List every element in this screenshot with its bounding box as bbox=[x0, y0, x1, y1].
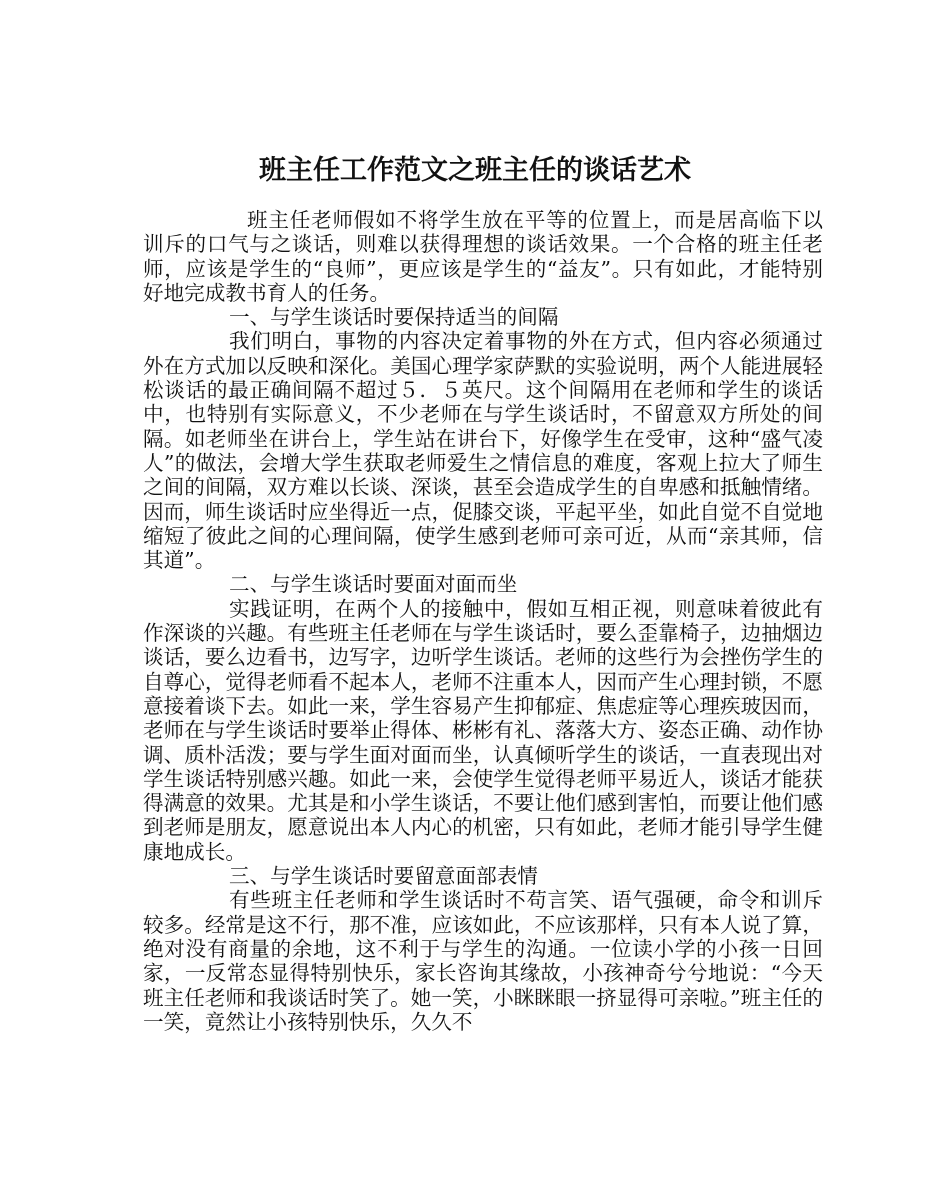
section-heading-2: 二、与学生谈话时要面对面而坐 bbox=[229, 572, 518, 597]
intro-paragraph: 班主任老师假如不将学生放在平等的位置上，而是居高临下以训斥的口气与之谈话，则难以获得理想的谈话效果。一个合格的班主任老师，应该是学生的“良师”，更应该是学生的“益友”。只有如此，才能特别好地完成教书育人的任务。 bbox=[143, 208, 823, 305]
section-heading-1: 一、与学生谈话时要保持适当的间隔 bbox=[229, 305, 559, 330]
section-1-paragraph: 我们明白，事物的内容决定着事物的外在方式，但内容必须通过外在方式加以反映和深化。美国心理学家萨默的实验说明，两个人能进展轻松谈话的最正确间隔不超过５．５英尺。这个间隔用在老师和学生的谈话中，也特别有实际意义，不少老师在与学生谈话时，不留意双方所处的间隔。如老师坐在讲台上，学生站在讲台下，好像学生在受审，这种“盛气凌人”的做法，会增大学生获取老师爱生之情信息的难度，客观上拉大了师生之间的间隔，双方难以长谈、深谈，甚至会造成学生的自卑感和抵触情绪。因而，师生谈话时应坐得近一点，促膝交谈，平起平坐，如此自觉不自觉地缩短了彼此之间的心理间隔，使学生感到老师可亲可近，从而“亲其师，信其道”。 bbox=[143, 329, 823, 573]
document-title: 班主任工作范文之班主任的谈话艺术 bbox=[259, 155, 691, 187]
section-2-paragraph: 实践证明，在两个人的接触中，假如互相正视，则意味着彼此有作深谈的兴趣。有些班主任老师在与学生谈话时，要么歪靠椅子，边抽烟边谈话，要么边看书，边写字，边听学生谈话。老师的这些行为会挫伤学生的自尊心，觉得老师看不起本人，老师不注重本人，因而产生心理封锁，不愿意接着谈下去。如此一来，学生容易产生抑郁症、焦虑症等心理疾玻因而，老师在与学生谈话时要举止得体、彬彬有礼、落落大方、姿态正确、动作协调、质朴活泼；要与学生面对面而坐，认真倾听学生的谈话，一直表现出对学生谈话特别感兴趣。如此一来，会使学生觉得老师平易近人，谈话才能获得满意的效果。尤其是和小学生谈话，不要让他们感到害怕，而要让他们感到老师是朋友，愿意说出本人内心的机密，只有如此，老师才能引导学生健康地成长。 bbox=[143, 596, 823, 864]
section-heading-3: 三、与学生谈话时要留意面部表情 bbox=[229, 864, 538, 889]
section-3-paragraph: 有些班主任老师和学生谈话时不苟言笑、语气强硬，命令和训斥较多。经常是这不行，那不准，应该如此，不应该那样，只有本人说了算，绝对没有商量的余地，这不利于与学生的沟通。一位读小学的小孩一日回家，一反常态显得特别快乐，家长咨询其缘故，小孩神奇兮兮地说：“今天班主任老师和我谈话时笑了。她一笑，小眯眯眼一挤显得可亲啦。”班主任的一笑，竟然让小孩特别快乐，久久不 bbox=[143, 888, 823, 1034]
document-body bbox=[143, 208, 823, 1034]
